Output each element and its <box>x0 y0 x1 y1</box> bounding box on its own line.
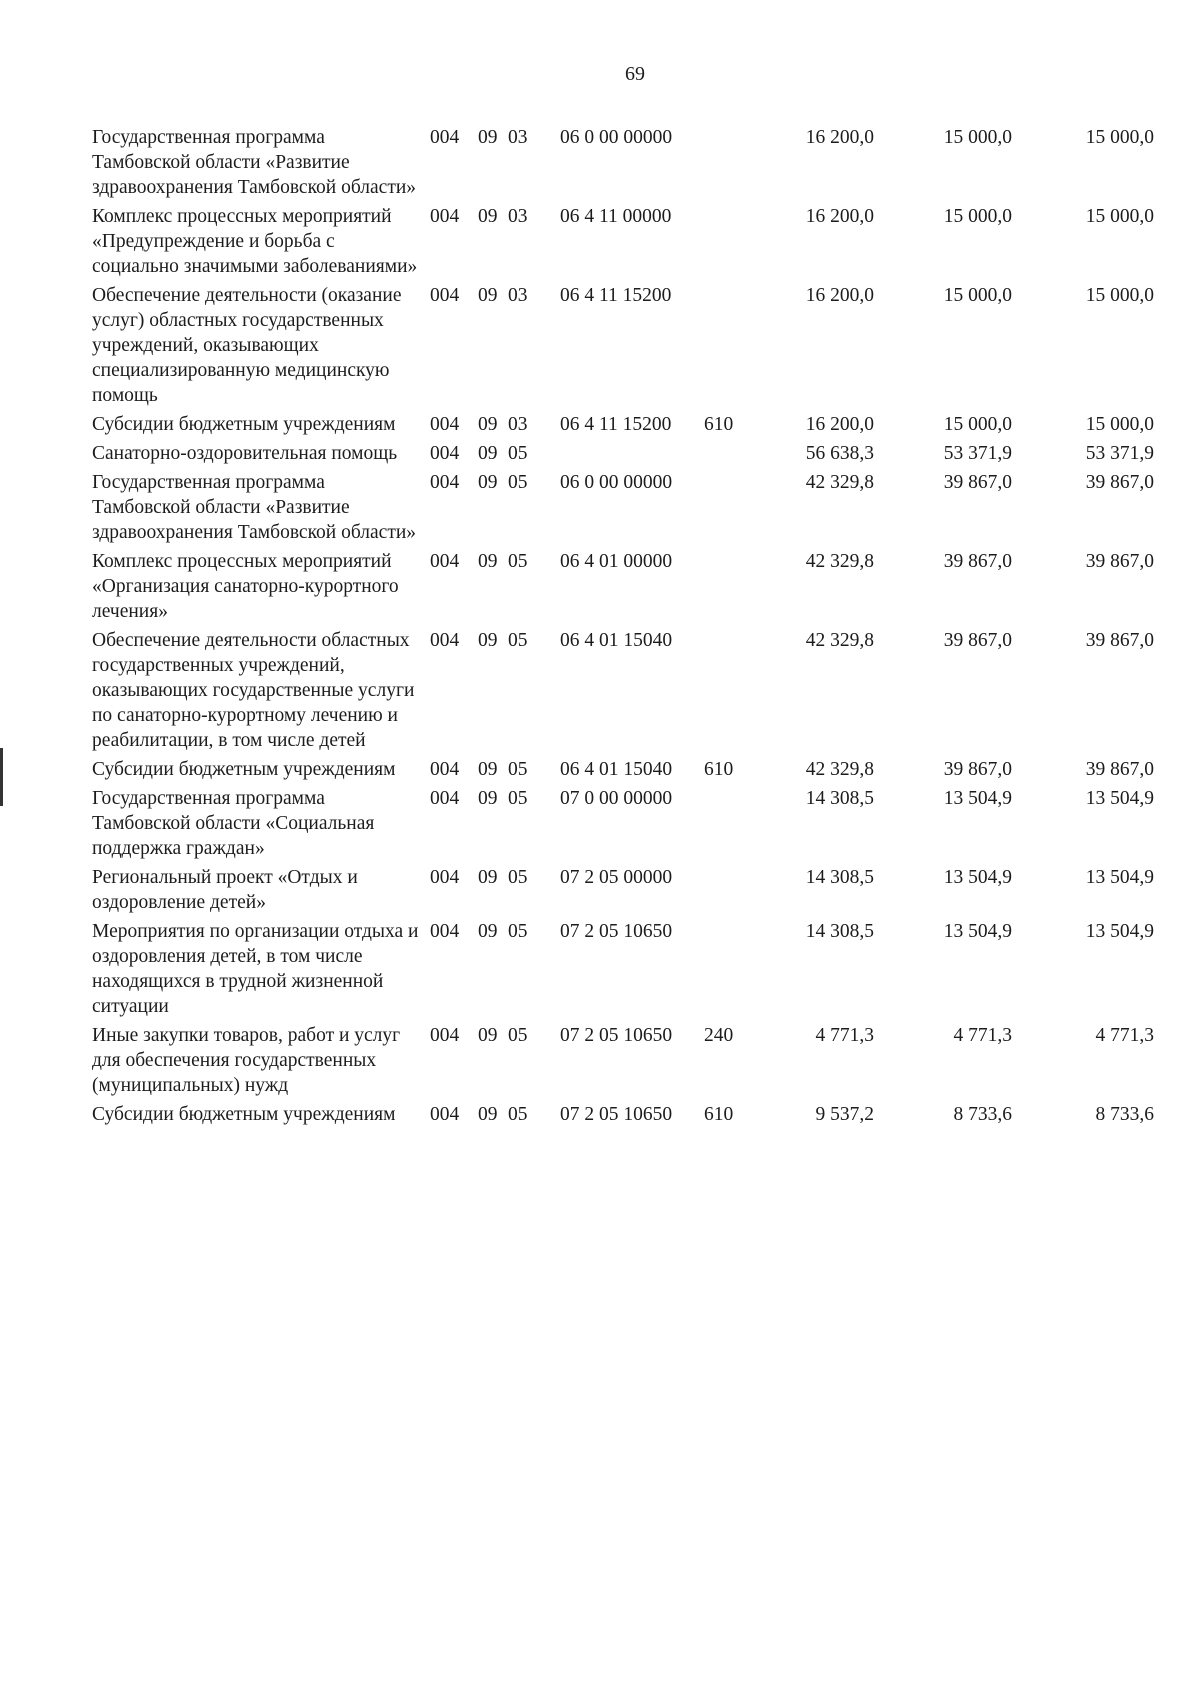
table-row <box>92 125 1172 200</box>
cs-code: 07 2 05 00000 <box>560 867 673 888</box>
amount-year-3: 13 504,9 <box>1085 867 1154 888</box>
table-row <box>92 470 1172 545</box>
amount-year-1: 14 308,5 <box>805 788 874 809</box>
amount-year-1: 14 308,5 <box>805 867 874 888</box>
cs-code: 06 4 01 15040 <box>560 630 673 651</box>
gr-code: 004 <box>430 1025 460 1046</box>
table-row <box>92 628 1172 753</box>
row-name: Комплекс процессных мероприятий «Организация санаторно-курортного лечения» <box>92 551 399 622</box>
amount-year-3: 8 733,6 <box>1095 1104 1154 1125</box>
cs-code: 07 2 05 10650 <box>560 1104 673 1125</box>
vr-code: 610 <box>704 759 734 780</box>
pr-code: 05 <box>508 630 528 651</box>
cs-code: 06 4 11 15200 <box>560 414 672 435</box>
cs-code: 06 4 11 15200 <box>560 285 672 306</box>
cs-code: 06 0 00 00000 <box>560 472 673 493</box>
row-name: Региональный проект «Отдых и оздоровление детей» <box>92 867 358 913</box>
rz-code: 09 <box>478 788 498 809</box>
row-name: Субсидии бюджетным учреждениям <box>92 414 396 435</box>
cs-code: 06 0 00 00000 <box>560 127 673 148</box>
amount-year-1: 42 329,8 <box>805 630 874 651</box>
row-name: Обеспечение деятельности областных государственных учреждений, оказывающих государственные услуги по санаторно-курортному лечению и реабилитации, в том числе детей <box>92 630 415 751</box>
pr-code: 05 <box>508 1104 528 1125</box>
pr-code: 03 <box>508 414 528 435</box>
vr-code: 610 <box>704 414 734 435</box>
gr-code: 004 <box>430 630 460 651</box>
amount-year-3: 39 867,0 <box>1085 472 1154 493</box>
amount-year-2: 13 504,9 <box>943 867 1012 888</box>
rz-code: 09 <box>478 414 498 435</box>
cs-code: 07 2 05 10650 <box>560 1025 673 1046</box>
gr-code: 004 <box>430 206 460 227</box>
amount-year-3: 39 867,0 <box>1085 551 1154 572</box>
amount-year-2: 39 867,0 <box>943 472 1012 493</box>
amount-year-2: 53 371,9 <box>943 443 1012 464</box>
budget-table <box>92 125 1172 1131</box>
gr-code: 004 <box>430 285 460 306</box>
cs-code: 07 2 05 10650 <box>560 921 673 942</box>
row-name: Субсидии бюджетным учреждениям <box>92 1104 396 1125</box>
rz-code: 09 <box>478 1104 498 1125</box>
row-name: Государственная программа Тамбовской области «Развитие здравоохранения Тамбовской области» <box>92 127 417 198</box>
rz-code: 09 <box>478 206 498 227</box>
amount-year-2: 39 867,0 <box>943 630 1012 651</box>
pr-code: 05 <box>508 759 528 780</box>
scan-edge-mark <box>0 748 3 806</box>
amount-year-2: 15 000,0 <box>943 414 1012 435</box>
amount-year-1: 16 200,0 <box>805 285 874 306</box>
vr-code: 610 <box>704 1104 734 1125</box>
amount-year-1: 16 200,0 <box>805 206 874 227</box>
amount-year-1: 16 200,0 <box>805 414 874 435</box>
gr-code: 004 <box>430 1104 460 1125</box>
table-row <box>92 865 1172 915</box>
table-row <box>92 1023 1172 1098</box>
amount-year-1: 56 638,3 <box>805 443 874 464</box>
rz-code: 09 <box>478 127 498 148</box>
amount-year-1: 42 329,8 <box>805 472 874 493</box>
pr-code: 03 <box>508 206 528 227</box>
pr-code: 05 <box>508 921 528 942</box>
amount-year-2: 15 000,0 <box>943 127 1012 148</box>
pr-code: 05 <box>508 472 528 493</box>
cs-code: 06 4 01 15040 <box>560 759 673 780</box>
gr-code: 004 <box>430 921 460 942</box>
table-row <box>92 283 1172 408</box>
gr-code: 004 <box>430 414 460 435</box>
table-row <box>92 204 1172 279</box>
amount-year-3: 15 000,0 <box>1085 206 1154 227</box>
rz-code: 09 <box>478 867 498 888</box>
amount-year-1: 9 537,2 <box>815 1104 874 1125</box>
pr-code: 05 <box>508 867 528 888</box>
amount-year-2: 13 504,9 <box>943 788 1012 809</box>
rz-code: 09 <box>478 759 498 780</box>
pr-code: 05 <box>508 551 528 572</box>
cs-code: 07 0 00 00000 <box>560 788 673 809</box>
row-name: Обеспечение деятельности (оказание услуг) областных государственных учреждений, оказывающих специализированную медицинскую помощь <box>92 285 402 406</box>
table-row <box>92 549 1172 624</box>
cs-code: 06 4 01 00000 <box>560 551 673 572</box>
table-row <box>92 441 1172 466</box>
pr-code: 03 <box>508 285 528 306</box>
gr-code: 004 <box>430 759 460 780</box>
amount-year-3: 53 371,9 <box>1085 443 1154 464</box>
amount-year-2: 13 504,9 <box>943 921 1012 942</box>
table-row <box>92 919 1172 1019</box>
cs-code: 06 4 11 00000 <box>560 206 672 227</box>
amount-year-2: 8 733,6 <box>953 1104 1012 1125</box>
table-row <box>92 1102 1172 1127</box>
row-name: Государственная программа Тамбовской области «Развитие здравоохранения Тамбовской области» <box>92 472 417 543</box>
amount-year-3: 4 771,3 <box>1095 1025 1154 1046</box>
row-name: Санаторно-оздоровительная помощь <box>92 443 398 464</box>
amount-year-3: 39 867,0 <box>1085 759 1154 780</box>
amount-year-2: 39 867,0 <box>943 551 1012 572</box>
row-name: Государственная программа Тамбовской области «Социальная поддержка граждан» <box>92 788 375 859</box>
amount-year-2: 15 000,0 <box>943 285 1012 306</box>
rz-code: 09 <box>478 551 498 572</box>
amount-year-3: 15 000,0 <box>1085 414 1154 435</box>
gr-code: 004 <box>430 443 460 464</box>
amount-year-1: 16 200,0 <box>805 127 874 148</box>
rz-code: 09 <box>478 443 498 464</box>
gr-code: 004 <box>430 551 460 572</box>
pr-code: 05 <box>508 1025 528 1046</box>
amount-year-2: 15 000,0 <box>943 206 1012 227</box>
rz-code: 09 <box>478 285 498 306</box>
amount-year-1: 14 308,5 <box>805 921 874 942</box>
amount-year-3: 15 000,0 <box>1085 127 1154 148</box>
rz-code: 09 <box>478 1025 498 1046</box>
amount-year-2: 4 771,3 <box>953 1025 1012 1046</box>
pr-code: 03 <box>508 127 528 148</box>
pr-code: 05 <box>508 443 528 464</box>
gr-code: 004 <box>430 867 460 888</box>
gr-code: 004 <box>430 127 460 148</box>
row-name: Иные закупки товаров, работ и услуг для обеспечения государственных (муниципальных) нужд <box>92 1025 401 1096</box>
amount-year-3: 39 867,0 <box>1085 630 1154 651</box>
table-row <box>92 786 1172 861</box>
gr-code: 004 <box>430 788 460 809</box>
row-name: Комплекс процессных мероприятий «Предупреждение и борьба с социально значимыми заболеваниями» <box>92 206 418 277</box>
amount-year-1: 4 771,3 <box>815 1025 874 1046</box>
amount-year-2: 39 867,0 <box>943 759 1012 780</box>
rz-code: 09 <box>478 630 498 651</box>
page-number: 69 <box>625 63 645 85</box>
amount-year-1: 42 329,8 <box>805 551 874 572</box>
row-name: Субсидии бюджетным учреждениям <box>92 759 396 780</box>
table-row <box>92 757 1172 782</box>
rz-code: 09 <box>478 472 498 493</box>
table-row <box>92 412 1172 437</box>
row-name: Мероприятия по организации отдыха и оздоровления детей, в том числе находящихся в трудной жизненной ситуации <box>92 921 419 1017</box>
amount-year-3: 13 504,9 <box>1085 788 1154 809</box>
amount-year-3: 13 504,9 <box>1085 921 1154 942</box>
pr-code: 05 <box>508 788 528 809</box>
vr-code: 240 <box>704 1025 734 1046</box>
gr-code: 004 <box>430 472 460 493</box>
rz-code: 09 <box>478 921 498 942</box>
amount-year-1: 42 329,8 <box>805 759 874 780</box>
amount-year-3: 15 000,0 <box>1085 285 1154 306</box>
